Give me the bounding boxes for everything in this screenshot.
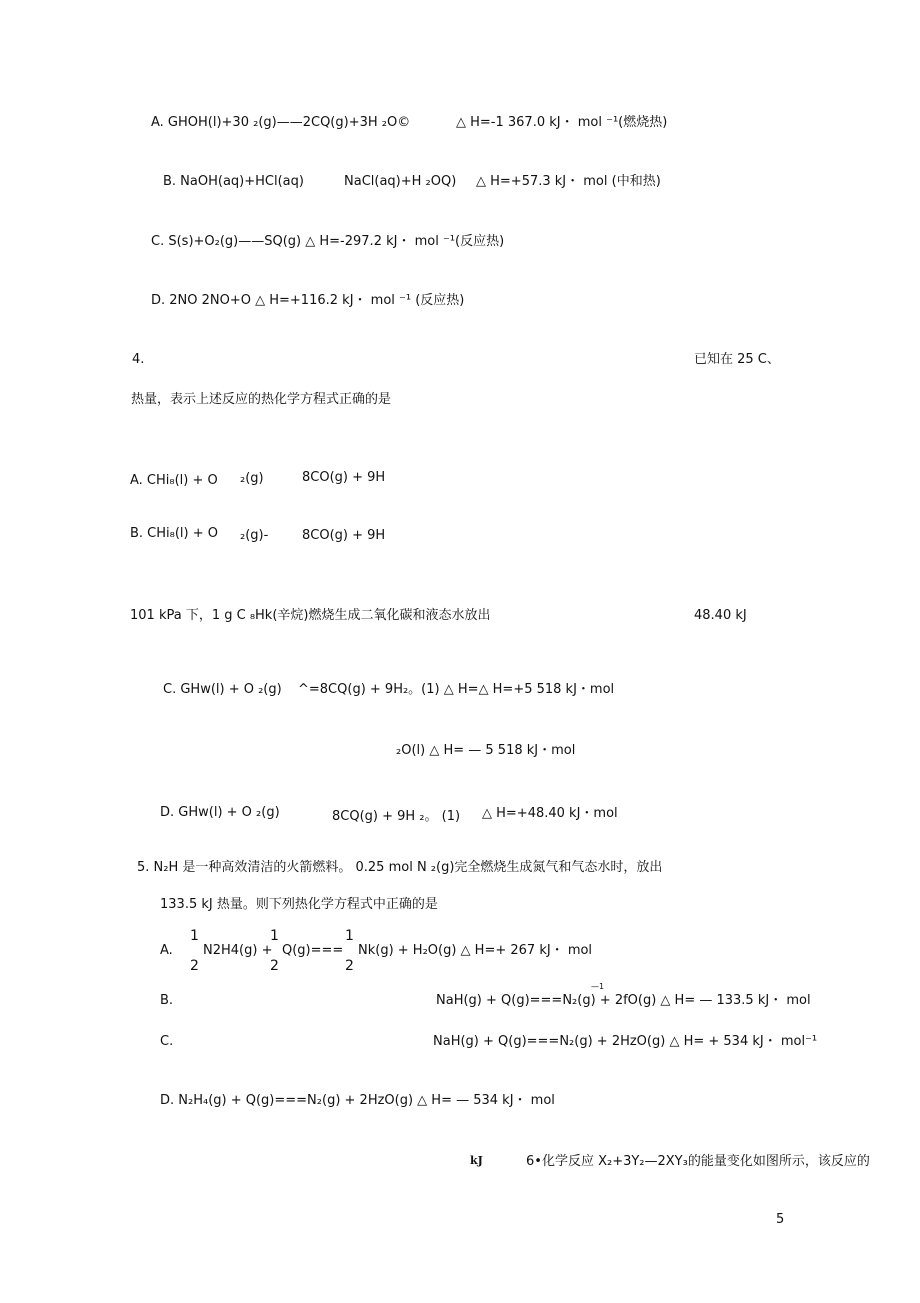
q4-stem-value: 48.40 kJ — [694, 608, 747, 623]
q4-question-line: 热量，表示上述反应的热化学方程式正确的是 — [131, 392, 392, 407]
page-number: 5 — [776, 1212, 785, 1227]
q5-option-d: D. N₂H₄(g) + Q(g)===N₂(g) + 2HzO(g) △ H= — 534 kJ・ mol — [160, 1093, 555, 1108]
q4-option-d-part2: 8CQ(g) + 9H ₂。 (1) — [332, 809, 461, 824]
q5-stem-line2: 133.5 kJ 热量。则下列热化学方程式中正确的是 — [160, 897, 438, 912]
q4-option-a-part3: 8CO(g) + 9H — [302, 470, 386, 485]
q5-option-a-label: A. — [160, 943, 173, 958]
q4-option-b-part1: B. CHi₈(l) + O — [130, 526, 219, 541]
q4-option-c-part3: ₂O(l) △ H= — 5 518 kJ・mol — [396, 743, 576, 758]
q5-option-a-frac3-num: 1 — [345, 928, 354, 944]
q5-option-b-equation: NaH(g) + Q(g)===N₂(g) + 2fO(g) △ H= — 133.5 kJ・ mol — [436, 993, 811, 1008]
q6-stem: 6•化学反应 X₂+3Y₂—2XY₃的能量变化如图所示，该反应的 — [526, 1154, 870, 1169]
q3-option-a-dh: △ H=-1 367.0 kJ・ mol ⁻¹(燃烧热) — [456, 115, 668, 130]
q4-number: 4. — [132, 352, 145, 367]
q5-option-a-frac2-num: 1 — [270, 928, 279, 944]
q5-option-a-frac3-den: 2 — [345, 958, 354, 974]
q4-option-b-part3: 8CO(g) + 9H — [302, 528, 386, 543]
q5-option-a-frac1-num: 1 — [190, 928, 199, 944]
q5-stem-line1: 5. N₂H 是一种高效清洁的火箭燃料。 0.25 mol N ₂(g)完全燃烧生成氮气和气态水时，放出 — [137, 860, 663, 875]
q3-option-b-products: NaCl(aq)+H ₂OQ) — [344, 174, 457, 189]
q5-option-a-term1: N2H4(g) + — [203, 943, 273, 958]
q5-option-c-label: C. — [160, 1034, 174, 1049]
q4-option-c-part1: C. GHw(l) + O ₂(g) — [163, 682, 282, 697]
q3-option-d: D. 2NO 2NO+O △ H=+116.2 kJ・ mol ⁻¹ (反应热) — [151, 293, 465, 308]
q5-option-b-superscript: —1 — [591, 982, 605, 991]
q3-option-b-dh: △ H=+57.3 kJ・ mol (中和热) — [476, 174, 661, 189]
q3-option-b-reactants: B. NaOH(aq)+HCl(aq) — [163, 174, 304, 189]
q4-option-d-part3: △ H=+48.40 kJ・mol — [482, 806, 618, 821]
q4-option-a-part2: ₂(g) — [240, 471, 264, 486]
q5-option-a-frac1-den: 2 — [190, 958, 199, 974]
q5-option-c-equation: NaH(g) + Q(g)===N₂(g) + 2HzO(g) △ H= + 534 kJ・ mol⁻¹ — [433, 1034, 818, 1049]
q4-option-d-part1: D. GHw(l) + O ₂(g) — [160, 805, 280, 820]
q5-option-a-term2: Q(g)=== — [282, 943, 344, 958]
q6-kj-axis-label: kJ — [470, 1154, 483, 1167]
q5-option-a-frac2-den: 2 — [270, 958, 279, 974]
q5-option-b-label: B. — [160, 993, 174, 1008]
q4-stem: 101 kPa 下，1 g C ₈Hk(辛烷)燃烧生成二氧化碳和液态水放出 — [130, 608, 491, 623]
q4-option-c-part2: ^=8CQ(g) + 9H₂。(1) △ H=△ H=+5 518 kJ・mol — [298, 682, 615, 697]
q4-condition: 已知在 25 C、 — [694, 352, 780, 367]
q4-option-a-part1: A. CHi₈(l) + O — [130, 473, 218, 488]
q3-option-c: C. S(s)+O₂(g)——SQ(g) △ H=-297.2 kJ・ mol ⁻¹(反应热) — [151, 234, 505, 249]
q4-option-b-part2: ₂(g)- — [240, 528, 269, 543]
q3-option-a: A. GHOH(l)+30 ₂(g)——2CQ(g)+3H ₂O© — [151, 115, 411, 130]
q5-option-a-term3: Nk(g) + H₂O(g) △ H=+ 267 kJ・ mol — [358, 943, 593, 958]
